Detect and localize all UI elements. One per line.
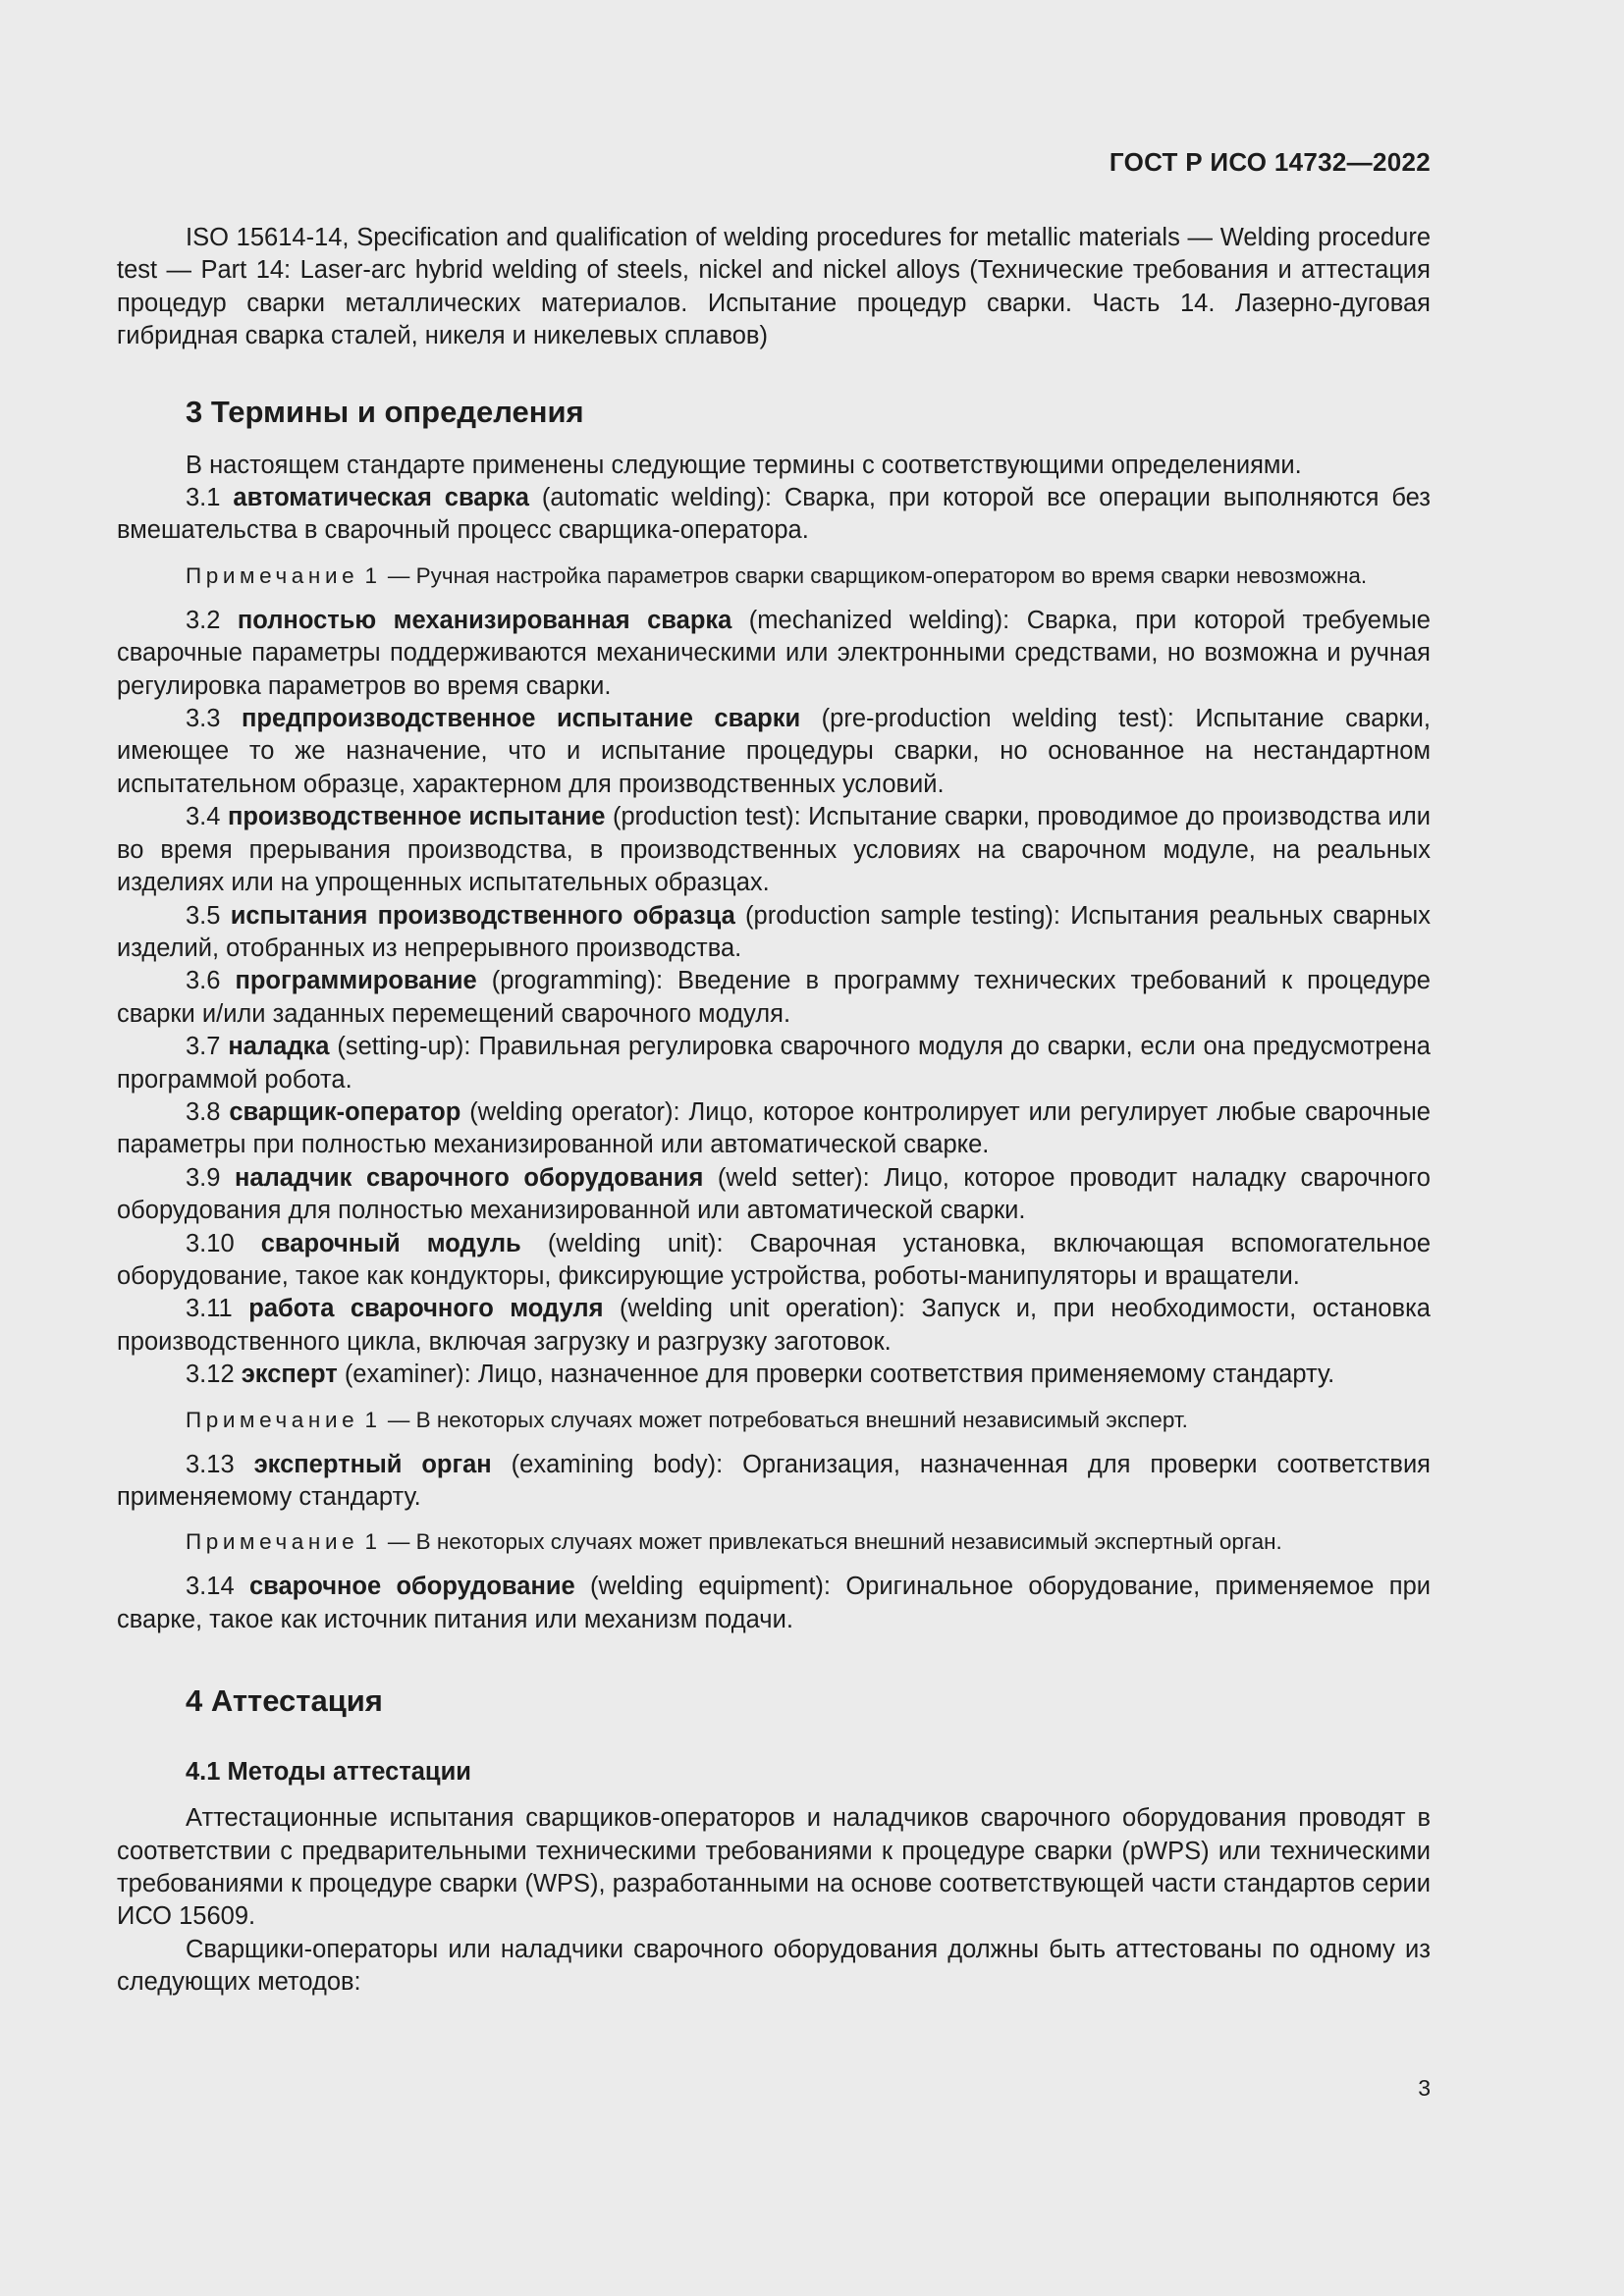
term-3-12: 3.12 эксперт (examiner): Лицо, назначенное для проверки соответствия применяемому стандарту. <box>186 1361 1335 1389</box>
term-3-10: 3.10 сварочный модуль (welding unit): Сварочная установка, включающая вспомогательное оборудование, такое как кондукторы, фиксирующие устройства, роботы-манипуляторы и вращатели. <box>117 1229 1432 1290</box>
document-page <box>117 0 1431 2296</box>
document-code: ГОСТ Р ИСО 14732—2022 <box>1109 147 1431 177</box>
page-content <box>117 222 1431 2000</box>
note-3-12: Примечание 1 — В некоторых случаях может потребоваться внешний независимый эксперт. <box>186 1407 1188 1432</box>
term-3-9: 3.9 наладчик сварочного оборудования (weld setter): Лицо, которое проводит наладку сварочного оборудования для полностью механизированной или автоматической сварки. <box>117 1163 1431 1225</box>
page-number: 3 <box>1418 2075 1431 2101</box>
term-3-1: 3.1 автоматическая сварка (automatic welding): Сварка, при которой все операции выполняются без вмешательства в сварочный процесс сварщика-оператора. <box>117 484 1431 545</box>
term-3-7: 3.7 наладка (setting-up): Правильная регулировка сварочного модуля до сварки, если она предусмотрена программой робота. <box>117 1033 1431 1094</box>
section-4-heading: 4 Аттестация <box>186 1683 383 1719</box>
term-3-14: 3.14 сварочное оборудование (welding equipment): Оригинальное оборудование, применяемое при сварке, такое как источник питания или механизм подачи. <box>117 1573 1431 1633</box>
term-3-6: 3.6 программирование (programming): Введение в программу технических требований к процедуре сварки и/или заданных перемещений сварочного модуля. <box>117 967 1431 1028</box>
note-3-1: Примечание 1 — Ручная настройка параметров сварки сварщиком-оператором во время сварки невозможна. <box>186 562 1368 588</box>
section-4-1-paragraph-1: Аттестационные испытания сварщиков-операторов и наладчиков сварочного оборудования проводят в соответствии с предварительными техническими требованиями к процедуре сварки (pWPS) или техническими требованиями к процедуре сварки (WPS), разработанными на основе соответствующей части стандартов серии ИСО 15609. <box>117 1804 1431 1931</box>
section-3-intro: В настоящем стандарте применены следующие термины с соответствующими определениями. <box>186 451 1302 479</box>
term-3-5: 3.5 испытания производственного образца (production sample testing): Испытания реальных сварных изделий, отобранных из непрерывного производства. <box>117 901 1431 962</box>
subsection-4-1-heading: 4.1 Методы аттестации <box>186 1758 471 1787</box>
term-3-13: 3.13 экспертный орган (examining body): Организация, назначенная для проверки соответствия применяемому стандарту. <box>117 1450 1431 1511</box>
section-4-1-paragraph-2: Сварщики-операторы или наладчики сварочного оборудования должны быть аттестованы по одному из следующих методов: <box>117 1935 1431 1997</box>
term-3-2: 3.2 полностью механизированная сварка (mechanized welding): Сварка, при которой требуемые сварочные параметры поддерживаются механическими или электронными средствами, но возможна и ручная регулировка параметров во время сварки. <box>117 606 1431 700</box>
term-3-11: 3.11 работа сварочного модуля (welding unit operation): Запуск и, при необходимости, остановка производственного цикла, включая загрузку и разгрузку заготовок. <box>117 1295 1431 1356</box>
reference-iso-15614-14: ISO 15614-14, Specification and qualification of welding procedures for metallic materials — Welding procedure test — Part 14: Laser-arc hybrid welding of steels, nickel and nickel alloys (Технические требования и аттестация процедур сварки металлических материалов. Испытание процедур сварки. Часть 14. Лазерно-дуговая гибридная сварка сталей, никеля и никелевых сплавов) <box>117 224 1431 350</box>
term-3-8: 3.8 сварщик-оператор (welding operator): Лицо, которое контролирует или регулирует любые сварочные параметры при полностью механизированной или автоматической сварке. <box>117 1097 1431 1159</box>
term-3-3: 3.3 предпроизводственное испытание сварки (pre-production welding test): Испытание сварки, имеющее то же назначение, что и испытание процедуры сварки, но основанное на нестандартном испытательном образце, характерном для производственных условий. <box>117 705 1431 798</box>
section-3-heading: 3 Термины и определения <box>186 394 584 429</box>
term-3-4: 3.4 производственное испытание (production test): Испытание сварки, проводимое до производства или во время прерывания производства, в производственных условиях на сварочном модуле, на реальных изделиях или на упрощенных испытательных образцах. <box>117 803 1431 897</box>
note-3-13: Примечание 1 — В некоторых случаях может привлекаться внешний независимый экспертный орган. <box>186 1529 1282 1555</box>
